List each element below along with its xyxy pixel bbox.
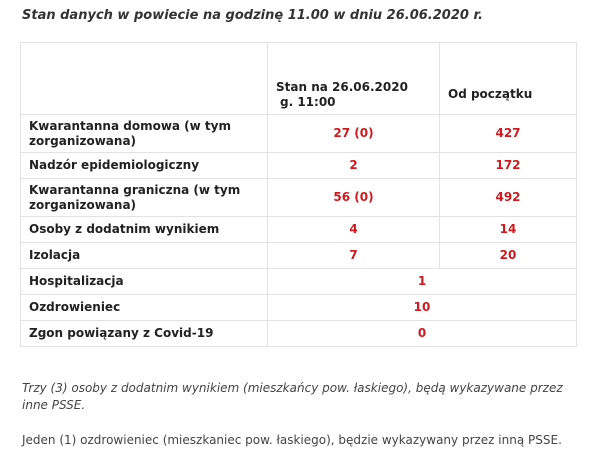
row-total-value: 172 — [440, 153, 577, 179]
header-current — [268, 43, 440, 115]
table-row — [21, 295, 577, 321]
row-merged-value: 1 — [268, 269, 577, 295]
row-label: Zgon powiązany z Covid-19 — [21, 321, 268, 347]
row-total-value: 20 — [440, 243, 577, 269]
row-total-value: 427 — [440, 115, 577, 153]
table-row — [21, 217, 577, 243]
header-current-line1: Stan na 26.06.2020 — [276, 79, 408, 94]
note-recovered: Jeden (1) ozdrowieniec (mieszkaniec pow. łaskiego), będzie wykazywany przez inną PSSE. — [22, 433, 562, 447]
table-row — [21, 115, 577, 153]
row-current-value: 4 — [268, 217, 440, 243]
row-label: Ozdrowieniec — [21, 295, 268, 321]
table-row — [21, 321, 577, 347]
row-current-value: 56 (0) — [268, 179, 440, 217]
row-label: Nadzór epidemiologiczny — [21, 153, 268, 179]
row-label: Hospitalizacja — [21, 269, 268, 295]
header-empty-cell — [21, 43, 268, 115]
row-current-value: 2 — [268, 153, 440, 179]
page-title: Stan danych w powiecie na godzinę 11.00 w dniu 26.06.2020 r. — [22, 8, 483, 23]
header-current-line2: g. 11:00 — [280, 94, 336, 109]
note-positive-cases: Trzy (3) osoby z dodatnim wynikiem (mieszkańcy pow. łaskiego), będą wykazywane przez inne PSSE. — [22, 381, 563, 412]
table-row — [21, 153, 577, 179]
row-label: Osoby z dodatnim wynikiem — [21, 217, 268, 243]
table-header-row — [21, 43, 577, 115]
table-row — [21, 179, 577, 217]
covid-stats-table — [20, 42, 577, 347]
row-total-value: 492 — [440, 179, 577, 217]
row-total-value: 14 — [440, 217, 577, 243]
row-label: Kwarantanna domowa (w tym zorganizowana) — [21, 115, 268, 153]
row-current-value: 7 — [268, 243, 440, 269]
table-row — [21, 269, 577, 295]
row-merged-value: 10 — [268, 295, 577, 321]
table-row — [21, 243, 577, 269]
row-label: Kwarantanna graniczna (w tym zorganizowana) — [21, 179, 268, 217]
row-label: Izolacja — [21, 243, 268, 269]
header-total: Od początku — [440, 43, 577, 115]
row-merged-value: 0 — [268, 321, 577, 347]
row-current-value: 27 (0) — [268, 115, 440, 153]
